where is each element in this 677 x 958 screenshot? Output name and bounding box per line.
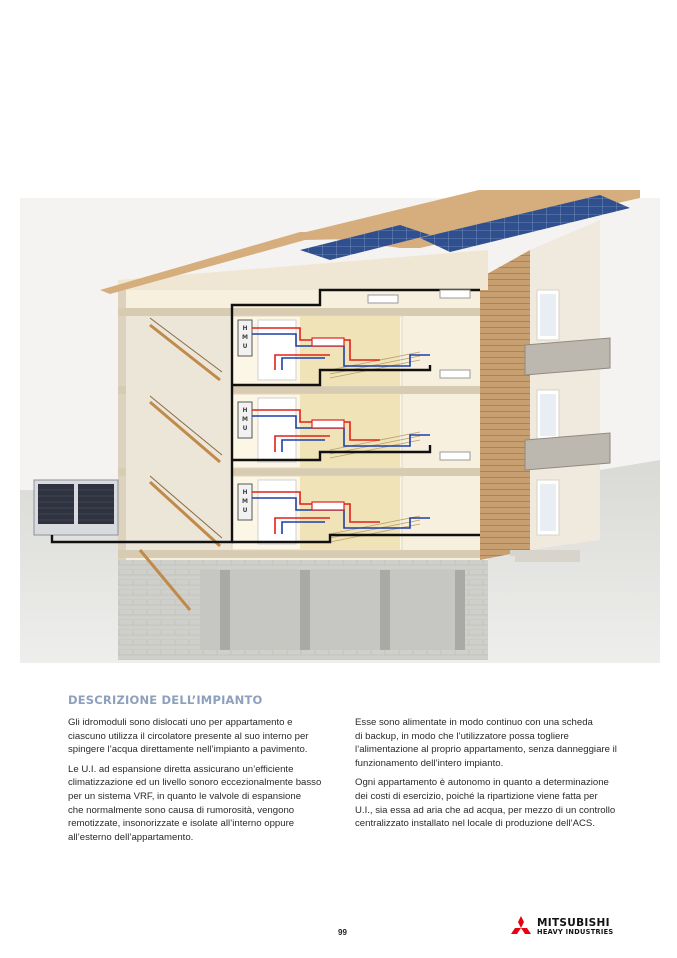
outdoor-units: [34, 480, 118, 535]
section-title: DESCRIZIONE DELL’IMPIANTO: [68, 693, 263, 707]
hmu-label-letter: U: [242, 425, 248, 432]
brand-name: MITSUBISHI: [537, 917, 610, 929]
paragraph: Le U.I. ad espansione diretta assicurano un’efficiente climatizzazione ed un livello sonoro eccezionalmente basso per un sistema VRF, in quanto le valvole di espansione che normalmente sono causa di rumorosità, vengono remotizzate, insonorizzate e isolate all’interno oppure all’esterno dell’appartamento.: [68, 763, 322, 843]
text-column-left: [68, 716, 338, 850]
hmu-label-letter: M: [242, 334, 248, 341]
hmu-label-letter: M: [242, 416, 248, 423]
page-number: 99: [338, 928, 347, 937]
text-column-right: [355, 716, 635, 837]
hmu-label-letter: U: [242, 507, 248, 514]
hmu-label-letter: H: [242, 407, 248, 414]
wood-facade: [480, 250, 530, 560]
brand-logo: [509, 915, 634, 941]
hmu-label-letter: H: [242, 489, 248, 496]
hmu-label-letter: H: [242, 325, 248, 332]
three-diamonds-icon: [509, 916, 533, 940]
paragraph: Esse sono alimentate in modo continuo con una scheda di backup, in modo che l’utilizzatore possa togliere l’alimentazione al proprio appartamento, senza danneggiare il funzionamento dell’intero impianto.: [355, 717, 617, 769]
paragraph: Gli idromoduli sono dislocati uno per appartamento e ciascuno utilizza il circolatore presente al suo interno per spingere l’acqua direttamente nell’impianto a pavimento.: [68, 717, 309, 756]
building-cutaway-illustration: [0, 190, 677, 670]
brand-subtitle: HEAVY INDUSTRIES: [537, 928, 614, 936]
hmu-label-letter: M: [242, 498, 248, 505]
hmu-label-letter: U: [242, 343, 248, 350]
paragraph: Ogni appartamento è autonomo in quanto a determinazione dei costi di esercizio, poiché la ripartizione viene fatta per U.I., sia essa ad aria che ad acqua, per mezzo di un controllo centralizzato installato nel locale di produzione dell’ACS.: [355, 777, 616, 830]
